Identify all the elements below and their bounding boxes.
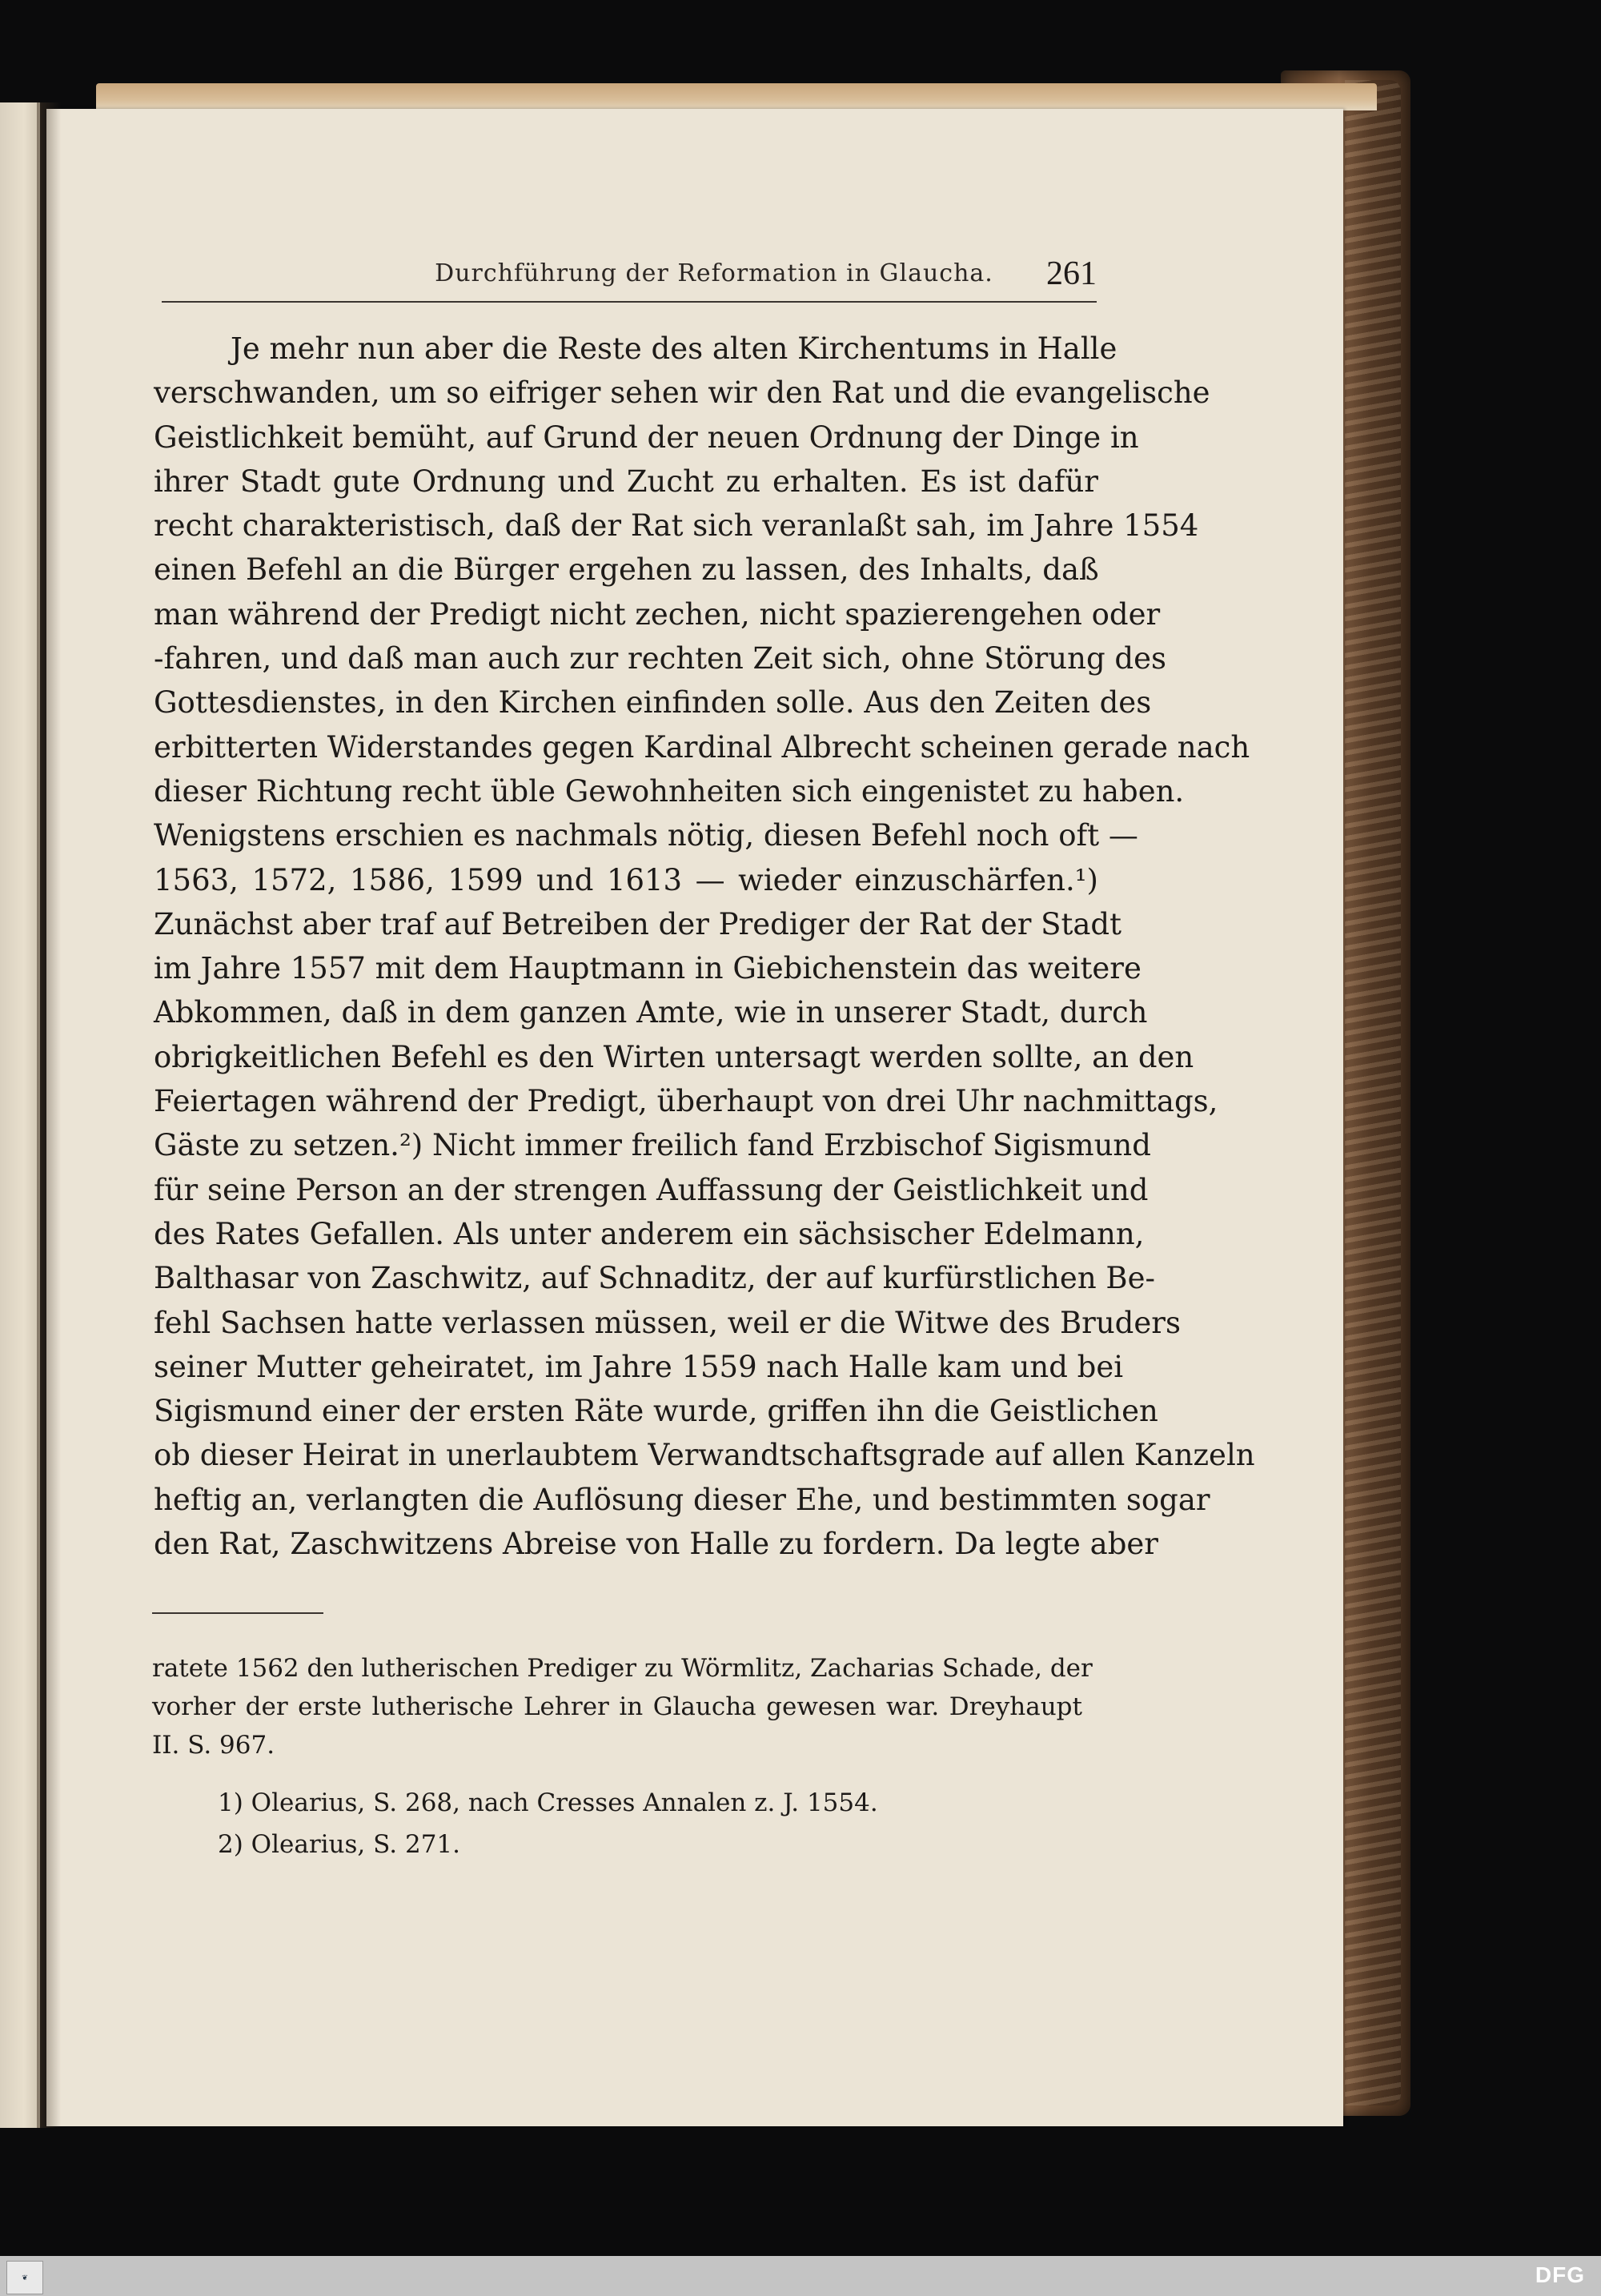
text-line: Balthasar von Zaschwitz, auf Schnaditz, der auf kurfürstlichen Be- bbox=[154, 1261, 1156, 1296]
page-top-edge bbox=[96, 83, 1377, 110]
text-line: im Jahre 1557 mit dem Hauptmann in Giebichenstein das weitere bbox=[154, 951, 1142, 986]
footnote-1: 1) Olearius, S. 268, nach Cresses Annalen z. J. 1554. bbox=[218, 1788, 878, 1817]
dfg-watermark: DFG bbox=[1535, 2262, 1585, 2287]
page-number: 261 bbox=[1046, 255, 1097, 292]
text-line: -fahren, und daß man auch zur rechten Zeit sich, ohne Störung des bbox=[154, 641, 1166, 676]
cover-texture bbox=[1345, 80, 1401, 2105]
running-head bbox=[162, 253, 1097, 303]
text-line: seiner Mutter geheiratet, im Jahre 1559 nach Halle kam und bei bbox=[154, 1349, 1124, 1384]
text-line: recht charakteristisch, daß der Rat sich veranlaßt sah, im Jahre 1554 bbox=[154, 508, 1199, 544]
text-line: Feiertagen während der Predigt, überhaupt von drei Uhr nachmittags, bbox=[154, 1084, 1218, 1119]
text-line: fehl Sachsen hatte verlassen müssen, weil er die Witwe des Bruders bbox=[154, 1305, 1181, 1340]
text-line: Gäste zu setzen.²) Nicht immer freilich fand Erzbischof Sigismund bbox=[154, 1128, 1151, 1163]
footnote-continuation-line: II. S. 967. bbox=[152, 1731, 275, 1760]
text-line: des Rates Gefallen. Als unter anderem ein sächsischer Edelmann, bbox=[154, 1216, 1145, 1251]
text-line: den Rat, Zaschwitzens Abreise von Halle zu fordern. Da legte aber bbox=[154, 1527, 1158, 1562]
text-line: Je mehr nun aber die Reste des alten Kirchentums in Halle bbox=[231, 331, 1117, 366]
text-line: Wenigstens erschien es nachmals nötig, diesen Befehl noch oft — bbox=[154, 818, 1138, 853]
text-line: Zunächst aber traf auf Betreiben der Prediger der Rat der Stadt bbox=[154, 906, 1122, 941]
text-line: heftig an, verlangten die Auflösung dieser Ehe, und bestimmten sogar bbox=[154, 1482, 1210, 1517]
footnote-2: 2) Olearius, S. 271. bbox=[218, 1830, 461, 1859]
text-line: dieser Richtung recht üble Gewohnheiten sich eingenistet zu haben. bbox=[154, 773, 1185, 809]
spine-shadow bbox=[37, 102, 61, 2128]
text-line: verschwanden, um so eifriger sehen wir den Rat und die evangelische bbox=[154, 375, 1210, 411]
text-line: erbitterten Widerstandes gegen Kardinal Albrecht scheinen gerade nach bbox=[154, 729, 1250, 765]
text-line: Abkommen, daß in dem ganzen Amte, wie in unserer Stadt, durch bbox=[154, 995, 1148, 1030]
text-line: man während der Predigt nicht zechen, nicht spazierengehen oder bbox=[154, 596, 1161, 632]
text-line: 1563, 1572, 1586, 1599 und 1613 — wieder einzuschärfen.¹) bbox=[154, 862, 1098, 897]
text-line: für seine Person an der strengen Auffassung der Geistlichkeit und bbox=[154, 1172, 1149, 1207]
text-line: einen Befehl an die Bürger ergehen zu lassen, des Inhalts, daß bbox=[154, 552, 1099, 588]
text-line: ihrer Stadt gute Ordnung und Zucht zu erhalten. Es ist dafür bbox=[154, 464, 1098, 499]
footnote-continuation-line: ratete 1562 den lutherischen Prediger zu Wörmlitz, Zacharias Schade, der bbox=[152, 1654, 1093, 1683]
body-text bbox=[154, 327, 1255, 1566]
text-line: Gottesdienstes, in den Kirchen einfinden solle. Aus den Zeiten des bbox=[154, 685, 1152, 721]
footnote-rule bbox=[152, 1612, 323, 1614]
text-line: Sigismund einer der ersten Räte wurde, griffen ihn die Geistlichen bbox=[154, 1394, 1158, 1429]
viewer-bottom-bar bbox=[0, 2256, 1601, 2296]
footnotes bbox=[152, 1649, 1093, 1865]
footnote-gap bbox=[152, 1764, 1082, 1782]
footnote-continuation-line: vorher der erste lutherische Lehrer in Glaucha gewesen war. Dreyhaupt bbox=[152, 1692, 1082, 1721]
text-line: Geistlichkeit bemüht, auf Grund der neuen Ordnung der Dinge in bbox=[154, 419, 1139, 455]
text-line: obrigkeitlichen Befehl es den Wirten untersagt werden sollte, an den bbox=[154, 1039, 1194, 1074]
running-title: Durchführung der Reformation in Glaucha. bbox=[435, 259, 993, 287]
facing-page-edge bbox=[0, 102, 40, 2128]
text-line: ob dieser Heirat in unerlaubtem Verwandtschaftsgrade auf allen Kanzeln bbox=[154, 1438, 1255, 1473]
library-logo-icon: ❦ bbox=[6, 2261, 43, 2294]
